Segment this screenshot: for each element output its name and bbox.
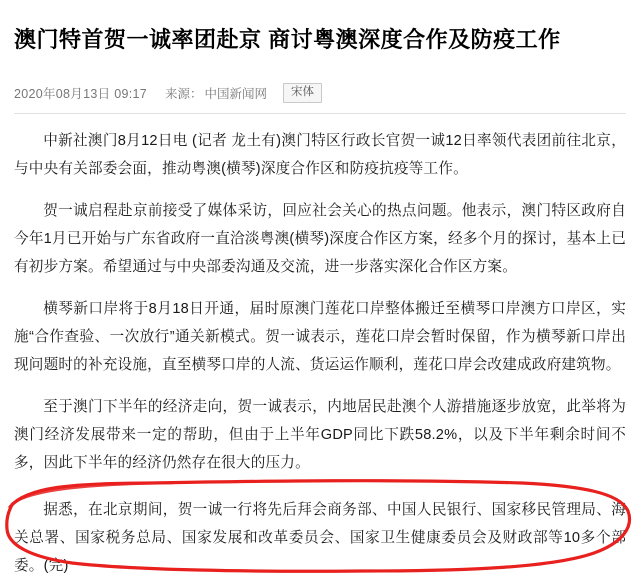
article-meta: [14, 69, 626, 111]
header-divider: [14, 113, 626, 114]
font-size-badge[interactable]: 宋体: [283, 83, 322, 103]
publish-date: 2020年08月13日 09:17: [14, 87, 147, 102]
article-paragraph: 中新社澳门8月12日电 (记者 龙土有)澳门特区行政长官贺一诚12日率领代表团前往北京，与中央有关部委会面，推动粤澳(横琴)深度合作区和防疫抗疫等工作。: [14, 133, 626, 178]
article-paragraph: 至于澳门下半年的经济走向，贺一诚表示，内地居民赴澳个人游措施逐步放宽，此举将为澳门经济发展带来一定的帮助，但由于上半年GDP同比下跌58.2%，以及下半年剩余时间不多，因此下半年的经济仍然存在很大的压力。: [14, 399, 626, 472]
article-paragraph: 横琴新口岸将于8月18日开通，届时原澳门莲花口岸整体搬迁至横琴口岸澳方口岸区，实施“合作查验、一次放行”通关新模式。贺一诚表示，莲花口岸会暂时保留，作为横琴新口岸出现问题时的补充设施，直至横琴口岸的人流、货运运作顺利，莲花口岸会改建成政府建筑物。: [14, 301, 626, 374]
article-page: [0, 15, 640, 579]
article-paragraph: 贺一诚启程赴京前接受了媒体采访，回应社会关心的热点问题。他表示，澳门特区政府自今年1月已开始与广东省政府一直洽淡粤澳(横琴)深度合作区方案，经多个月的探讨，基本上已有初步方案。希望通过与中央部委沟通及交流，进一步落实深化合作区方案。: [14, 203, 626, 276]
source-label: 来源：: [164, 87, 203, 102]
article-body: [14, 120, 626, 587]
article-paragraph: 据悉，在北京期间，贺一诚一行将先后拜会商务部、中国人民银行、国家移民管理局、海关总署、国家税务总局、国家发展和改革委员会、国家卫生健康委员会及财政部等10多个部委。(完): [14, 502, 626, 575]
page-title: 澳门特首贺一诚率团赴京 商讨粤澳深度合作及防疫工作: [14, 26, 561, 52]
source-name[interactable]: 中国新闻网: [204, 87, 267, 102]
